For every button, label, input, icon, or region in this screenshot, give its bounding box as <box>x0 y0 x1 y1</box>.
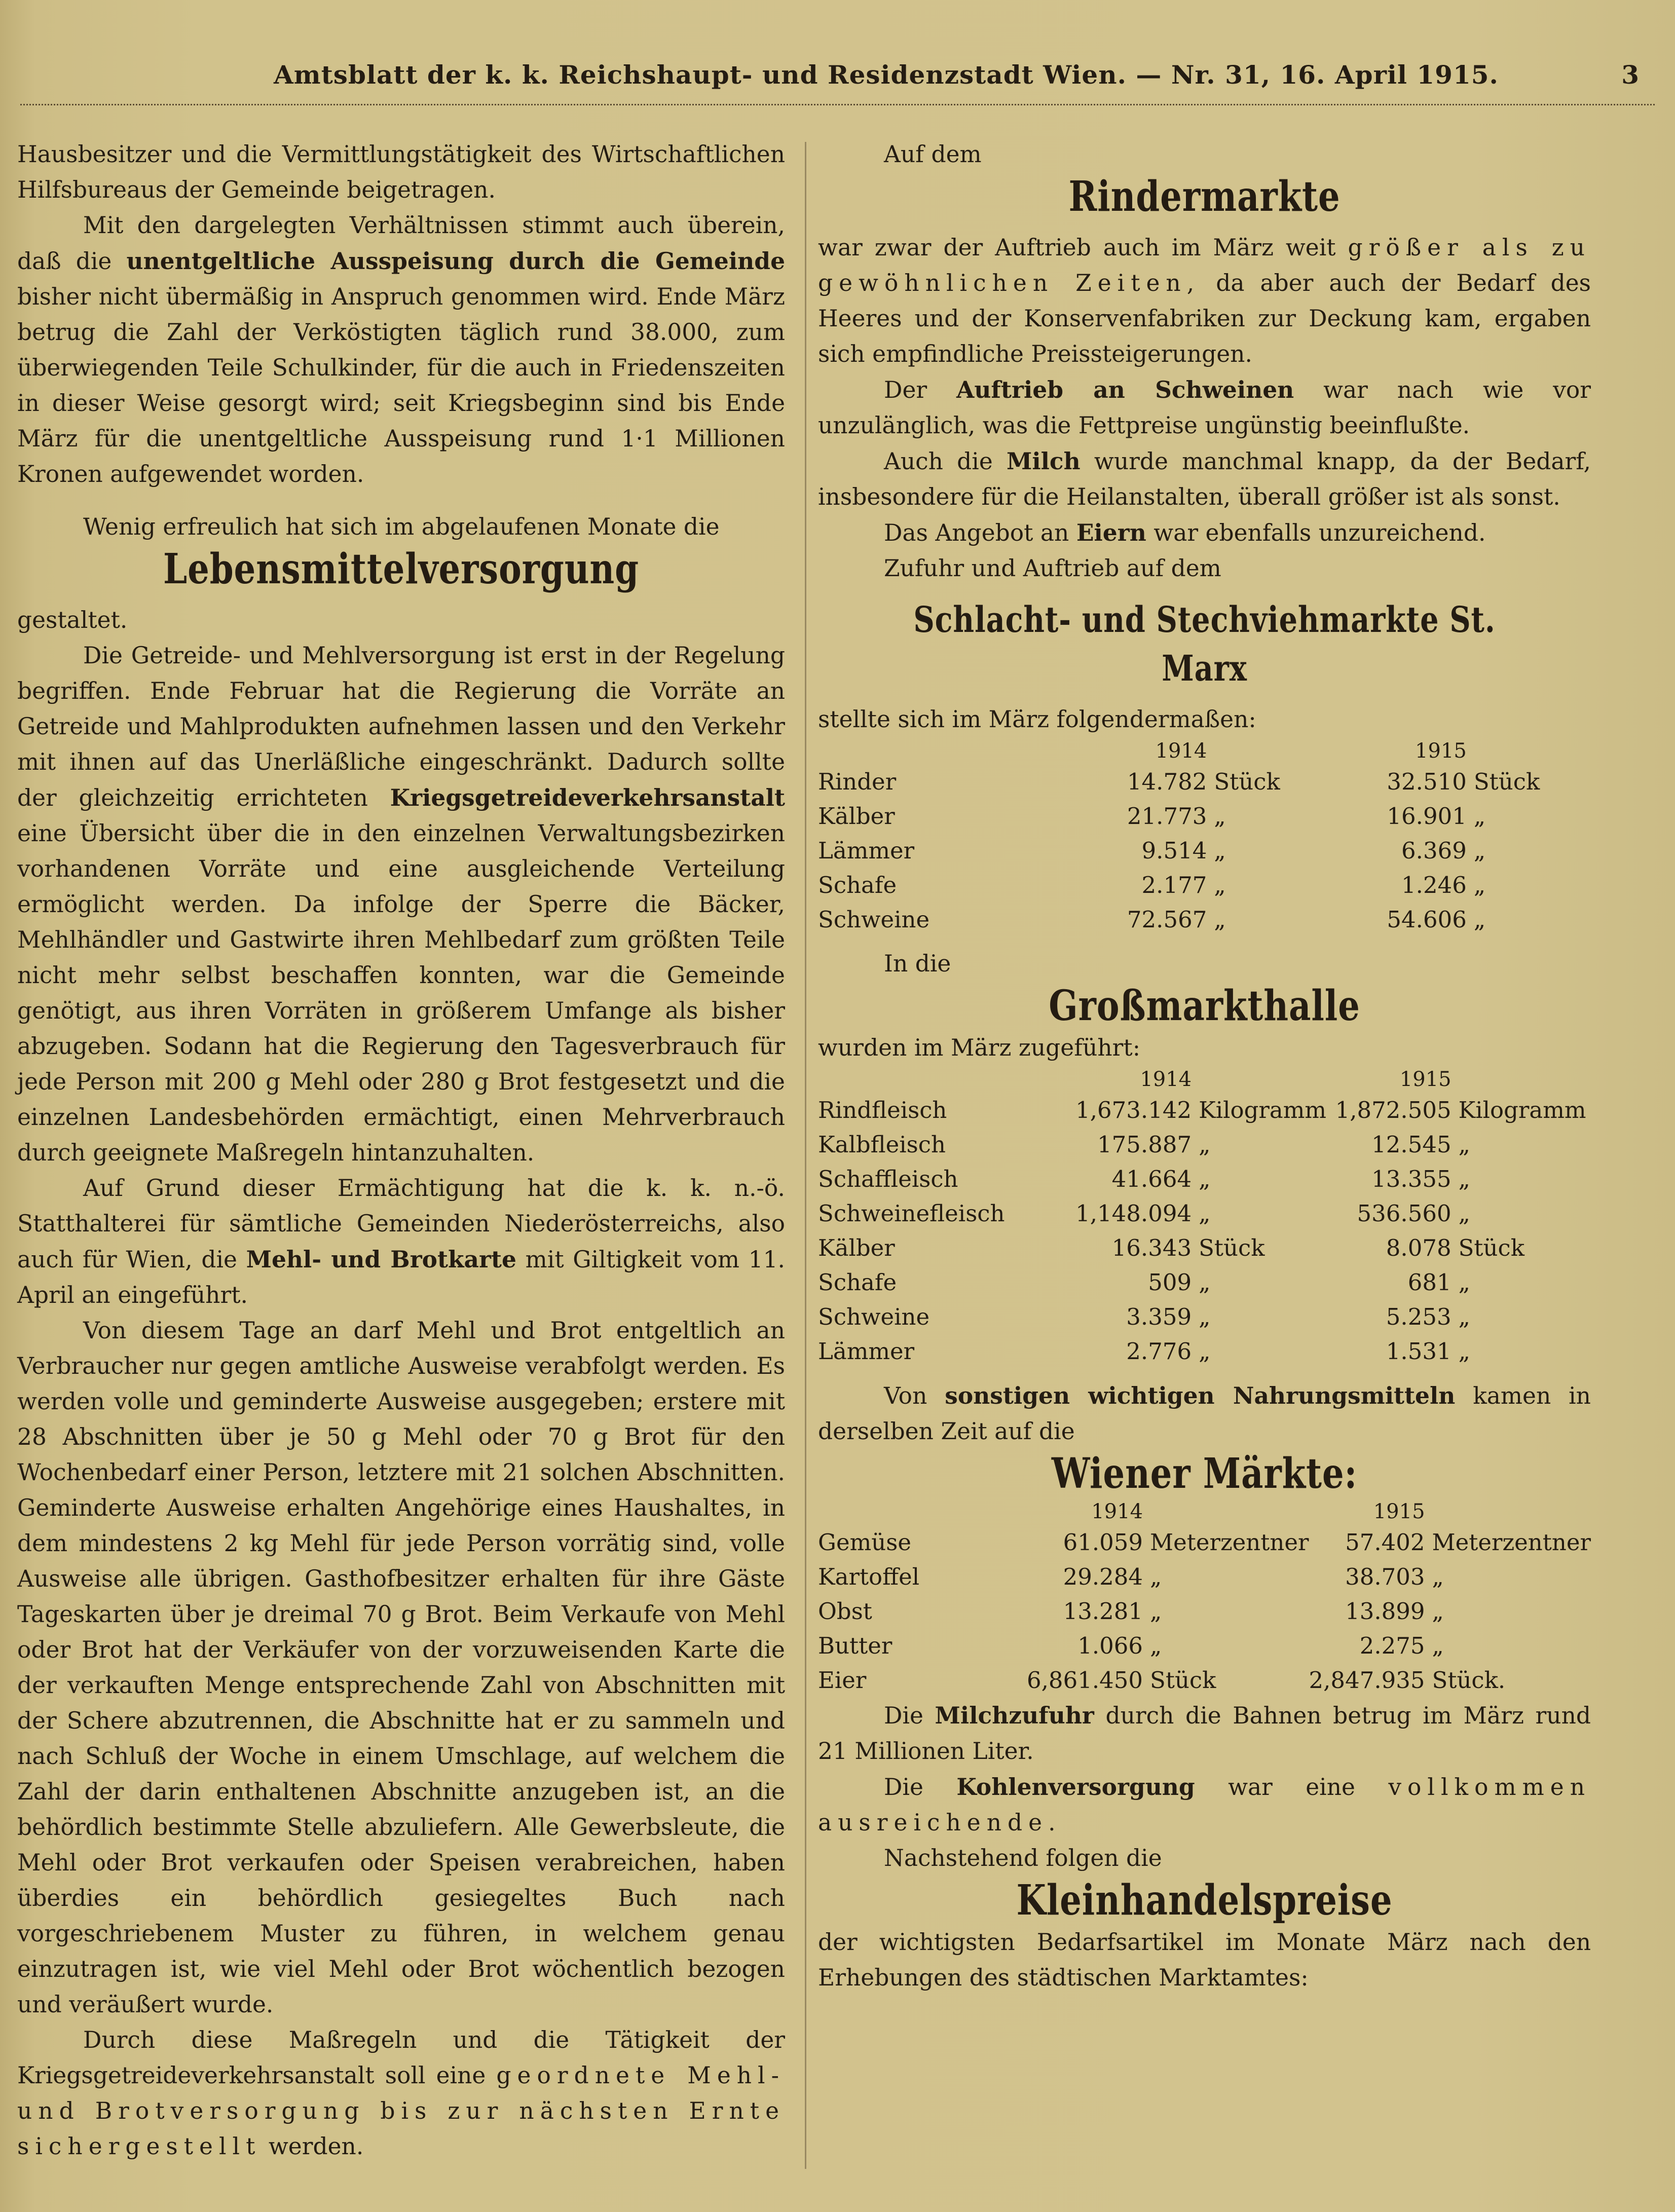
paragraph: Mit den dargelegten Verhältnissen stimmt auch überein, daß die unentgeltliche Ausspeisung durch die Gemeinde bisher nicht übermäßig in Anspruch genommen wird. Ende März betrug die Zahl der Verköstigten täglich rund 38.000, zum überwiegenden Teile Schulkinder, für die auch in Friedenszeiten in dieser Weise gesorgt wird; seit Kriegsbeginn sind bis Ende März für die unentgeltliche Ausspeisung rund 1·1 Millionen Kronen aufgewendet worden. <box>17 212 786 488</box>
year-label: 1915 <box>1399 1068 1451 1091</box>
table-header-row <box>818 737 1591 765</box>
table-header-row <box>818 1498 1591 1525</box>
emphasis: Kohlenversorgung <box>956 1773 1195 1801</box>
page-number: 3 <box>1621 60 1640 90</box>
emphasis: Kriegsgetreideverkehrsanstalt <box>390 784 785 811</box>
year-label: 1915 <box>1415 739 1467 763</box>
table-row: Kälber 21.773 „ 16.901 „ <box>818 803 1486 830</box>
emphasis: Eiern <box>1076 519 1146 546</box>
table-row: Schafe 509 „ 681 „ <box>818 1269 1470 1296</box>
paragraph: In die <box>884 950 951 977</box>
year-label: 1914 <box>1155 739 1207 763</box>
table-row: Rindfleisch 1,673.142 Kilogramm 1,872.505 Kilogramm <box>818 1097 1586 1123</box>
paragraph: Die Getreide- und Mehlversorgung ist erst in der Regelung begriffen. Ende Februar hat die Regierung die Vorräte an Getreide und Mahlprodukten aufnehmen lassen und den Verkehr mit ihnen auf das Unerläßliche eingeschränkt. Dadurch sollte der gleichzeitig errichteten Kriegsgetreideverkehrsanstalt eine Übersicht über die in den einzelnen Verwaltungsbezirken vorhandenen Vorräte und eine ausgleichende Verteilung ermöglicht werden. Da infolge der Sperre die Bäcker, Mehlhändler und Gastwirte ihren Mehlbedarf zum größten Teile nicht mehr selbst beschaffen konnten, war die Gemeinde genötigt, aus ihren Vorräten in größerem Umfange als bisher abzugeben. Sodann hat die Regierung den Tagesverbrauch für jede Person mit 200 g Mehl oder 280 g Brot festgesetzt und die einzelnen Landesbehörden ermächtigt, einen Mehrverbrauch durch geeignete Maßregeln hintanzuhalten. <box>17 642 785 1166</box>
paragraph: stellte sich im März folgendermaßen: <box>818 706 1256 733</box>
paragraph: Zufuhr und Auftrieb auf dem <box>884 555 1221 582</box>
left-column <box>17 137 785 2164</box>
header-rule <box>20 104 1655 110</box>
table-row: Obst 13.281 „ 13.899 „ <box>818 1598 1444 1625</box>
table-row: Kalbfleisch 175.887 „ 12.545 „ <box>818 1131 1470 1158</box>
paragraph: wurden im März zugeführt: <box>818 1034 1141 1061</box>
paragraph: Hausbesitzer und die Vermittlungstätigkeit des Wirtschaftlichen Hilfsbureaus der Gemeinde beigetragen. <box>17 141 785 203</box>
emphasis: Auftrieb an Schweinen <box>956 376 1294 403</box>
paragraph: Das Angebot an Eiern war ebenfalls unzureichend. <box>884 519 1486 546</box>
paragraph: Die Kohlenversorgung war eine vollkommen ausreichende. <box>818 1773 1591 1836</box>
header-title: Amtsblatt der k. k. Reichshaupt- und Residenzstadt Wien. — Nr. 31, 16. April 1915. <box>274 60 1499 90</box>
emphasis-spaced: größer als zu gewöhnlichen Zeiten, <box>818 234 1591 296</box>
column-separator <box>805 142 806 2169</box>
section-heading: Lebensmittelversorgung <box>163 545 639 593</box>
paragraph: war zwar der Auftrieb auch im März weit größer als zu gewöhnlichen Zeiten, da aber auch der Bedarf des Heeres und der Konservenfabriken zur Deckung kam, ergaben sich empfindliche Preissteigerungen. <box>818 234 1591 367</box>
table-row: Butter 1.066 „ 2.275 „ <box>818 1632 1444 1659</box>
emphasis: Milchzufuhr <box>935 1702 1094 1729</box>
emphasis: sonstigen wichtigen Nahrungsmitteln <box>945 1382 1456 1409</box>
table-row: Eier 6,861.450 Stück 2,847.935 Stück. <box>818 1667 1506 1694</box>
table-row: Schweinefleisch 1,148.094 „ 536.560 „ <box>818 1200 1470 1227</box>
table-row: Kälber 16.343 Stück 8.078 Stück <box>818 1234 1524 1261</box>
right-column <box>818 137 1591 1996</box>
paragraph: Von diesem Tage an darf Mehl und Brot entgeltlich an Verbraucher nur gegen amtliche Ausweise verabfolgt werden. Es werden volle und geminderte Ausweise ausgegeben; erstere mit 28 Abschnitten über je 50 g Mehl oder 70 g Brot für den Wochenbedarf einer Person, letztere mit 21 solchen Abschnitten. Geminderte Ausweise erhalten Angehörige eines Haushaltes, in dem mindestens 2 kg Mehl für jede Person vorrätig sind, volle Ausweise alle übrigen. Gasthofbesitzer erhalten für ihre Gäste Tageskarten über je dreimal 70 g Brot. Beim Verkaufe von Mehl oder Brot hat der Verkäufer von der vorzuweisenden Karte die der verkauften Menge entsprechende Zahl von Abschnitten mit der Schere abzutrennen, die Abschnitte hat er zu sammeln und nach Schluß der Woche in einem Umschlage, auf welchem die Zahl der darin enthaltenen Abschnitte anzugeben ist, an die behördlich bestimmte Stelle abzuliefern. Alle Gewerbsleute, die Mehl oder Brot verkaufen oder Speisen verabreichen, haben überdies ein behördlich gesiegeltes Buch nach vorgeschriebenem Muster zu führen, in welchem genau einzutragen ist, wie viel Mehl oder Brot wöchentlich bezogen und veräußert wurde. <box>17 1317 785 2018</box>
paragraph: der wichtigsten Bedarfsartikel im Monate März nach den Erhebungen des städtischen Marktamtes: <box>818 1929 1591 1991</box>
table-row: Rinder 14.782 Stück 32.510 Stück <box>818 768 1540 795</box>
table-row: Schweine 72.567 „ 54.606 „ <box>818 906 1486 933</box>
table-row: Lämmer 2.776 „ 1.531 „ <box>818 1338 1470 1365</box>
paragraph: gestaltet. <box>17 607 128 633</box>
table-row: Gemüse 61.059 Meterzentner 57.402 Meterzentner <box>818 1529 1591 1556</box>
year-label: 1914 <box>1140 1068 1192 1091</box>
paragraph: Von sonstigen wichtigen Nahrungsmitteln kamen in derselben Zeit auf die <box>818 1382 1591 1445</box>
table-wiener-maerkte <box>818 1498 1591 1698</box>
page-header <box>20 60 1655 105</box>
year-label: 1915 <box>1373 1500 1425 1523</box>
section-heading: Wiener Märkte: <box>1051 1449 1358 1498</box>
year-label: 1914 <box>1091 1500 1143 1523</box>
table-row: Schaffleisch 41.664 „ 13.355 „ <box>818 1166 1470 1192</box>
emphasis: Mehl- und Brotkarte <box>246 1246 516 1273</box>
emphasis: Milch <box>1006 447 1081 475</box>
table-row: Kartoffel 29.284 „ 38.703 „ <box>818 1563 1444 1590</box>
table-row: Schafe 2.177 „ 1.246 „ <box>818 872 1486 898</box>
paragraph: Auch die Milch wurde manchmal knapp, da der Bedarf, insbesondere für die Heilanstalten, überall größer ist als sonst. <box>818 447 1591 510</box>
emphasis-spaced: geordnete Mehl- und Brotversorgung bis zur nächsten Ernte sichergestellt <box>17 2062 785 2160</box>
paragraph: Die Milchzufuhr durch die Bahnen betrug im März rund 21 Millionen Liter. <box>818 1702 1591 1765</box>
section-heading: Schlacht- und Stechviehmarkte St. Marx <box>913 598 1496 689</box>
table-row: Lämmer 9.514 „ 6.369 „ <box>818 837 1486 864</box>
table-row: Schweine 3.359 „ 5.253 „ <box>818 1303 1470 1330</box>
section-heading: Kleinhandelspreise <box>1016 1876 1393 1925</box>
paragraph: Wenig erfreulich hat sich im abgelaufenen Monate die <box>83 513 720 540</box>
emphasis: unentgeltliche Ausspeisung durch die Gemeinde <box>126 247 786 275</box>
section-heading: Rindermarkte <box>1068 172 1341 221</box>
paragraph: Der Auftrieb an Schweinen war nach wie vor unzulänglich, was die Fettpreise ungünstig beeinflußte. <box>818 376 1591 439</box>
table-grossmarkthalle <box>818 1066 1591 1369</box>
paragraph: Auf Grund dieser Ermächtigung hat die k. k. n.-ö. Statthalterei für sämtliche Gemeinden Niederösterreichs, also auch für Wien, die Mehl- und Brotkarte mit Giltigkeit vom 11. April an eingeführt. <box>17 1175 785 1308</box>
paragraph: Nachstehend folgen die <box>884 1845 1162 1871</box>
emphasis-spaced: vollkommen ausreichende. <box>818 1774 1591 1836</box>
paragraph: Durch diese Maßregeln und die Tätigkeit der Kriegsgetreideverkehrsanstalt soll eine geordnete Mehl- und Brotversorgung bis zur nächsten Ernte sichergestellt werden. <box>17 2027 785 2160</box>
section-heading: Großmarkthalle <box>1049 982 1360 1030</box>
paragraph: Auf dem <box>884 141 982 168</box>
table-header-row <box>818 1066 1591 1093</box>
table-schlachtvieh <box>818 737 1591 937</box>
